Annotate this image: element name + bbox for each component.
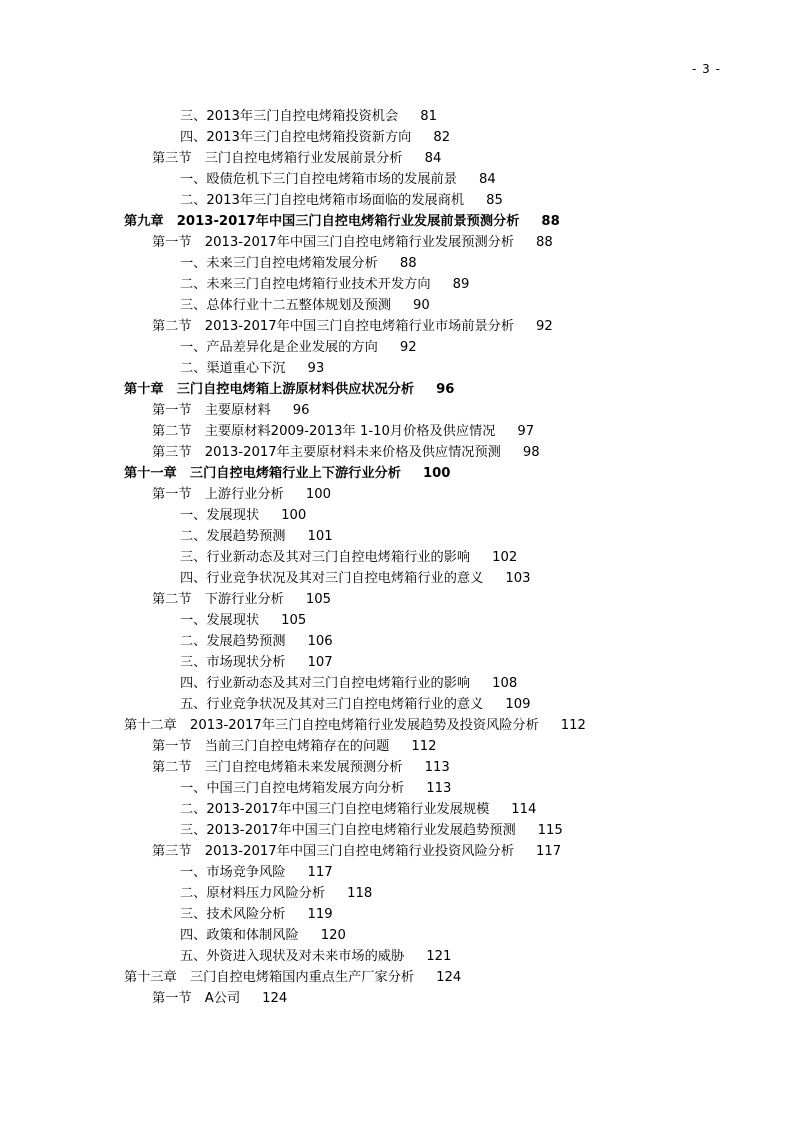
toc-title: 第三节 2013-2017年主要原材料未来价格及供应情况预测 (152, 445, 501, 460)
toc-page-number: 105 (281, 613, 307, 628)
toc-subsection (180, 820, 563, 841)
toc-section (152, 316, 553, 337)
toc-title: 一、发展现状 (180, 508, 260, 523)
toc-page-number: 124 (436, 970, 462, 985)
toc-subsection (180, 274, 469, 295)
toc-chapter (124, 967, 461, 988)
toc-page-number: 108 (492, 676, 518, 691)
toc-title: 四、行业新动态及其对三门自控电烤箱行业的影响 (180, 676, 471, 691)
toc-page-number: 124 (262, 991, 288, 1006)
toc-page-number: 115 (537, 823, 563, 838)
toc-page-number: 107 (307, 655, 333, 670)
toc-title: 一、殴债危机下三门自控电烤箱市场的发展前景 (180, 172, 457, 187)
toc-page-number: 90 (413, 298, 430, 313)
toc-subsection (180, 337, 417, 358)
toc-title: 四、2013年三门自控电烤箱投资新方向 (180, 130, 412, 145)
toc-title: 一、市场竞争风险 (180, 865, 286, 880)
toc-subsection (180, 169, 496, 190)
toc-title: 四、政策和体制风险 (180, 928, 299, 943)
toc-title: 第一节 上游行业分析 (152, 487, 284, 502)
toc-subsection (180, 568, 530, 589)
toc-page-number: 106 (307, 634, 333, 649)
toc-page-number: 114 (511, 802, 537, 817)
toc-subsection (180, 925, 346, 946)
toc-page-number: 92 (536, 319, 553, 334)
toc-page-number: 84 (424, 151, 442, 166)
toc-section (152, 232, 553, 253)
toc-title: 二、原材料压力风险分析 (180, 886, 326, 901)
toc-title: 二、2013-2017年中国三门自控电烤箱行业发展规模 (180, 802, 490, 817)
toc-section (152, 736, 437, 757)
toc-subsection (180, 883, 372, 904)
toc-subsection (180, 253, 417, 274)
toc-subsection (180, 631, 333, 652)
toc-page-number: 105 (305, 592, 332, 607)
toc-page-number: 88 (399, 256, 417, 271)
toc-page-number: 82 (433, 130, 451, 145)
toc-page-number: 102 (492, 550, 518, 565)
toc-subsection (180, 547, 517, 568)
toc-title: 四、行业竞争状况及其对三门自控电烤箱行业的意义 (180, 571, 484, 586)
toc-section (152, 589, 331, 610)
toc-title: 二、2013年三门自控电烤箱市场面临的发展商机 (180, 193, 465, 208)
toc-section (152, 757, 450, 778)
toc-page-number: 118 (347, 886, 373, 901)
toc-subsection (180, 127, 450, 148)
toc-title: 三、技术风险分析 (180, 907, 286, 922)
toc-title: 二、发展趋势预测 (180, 634, 286, 649)
toc-title: 第十三章 三门自控电烤箱国内重点生产厂家分析 (124, 970, 415, 985)
toc-page-number: 96 (292, 403, 310, 418)
toc-section (152, 148, 441, 169)
toc-chapter (124, 379, 454, 400)
toc-section (152, 988, 287, 1009)
toc-page-number: 100 (281, 508, 307, 523)
toc-title: 三、2013-2017年中国三门自控电烤箱行业发展趋势预测 (180, 823, 516, 838)
toc-title: 第二节 2013-2017年中国三门自控电烤箱行业市场前景分析 (152, 319, 515, 334)
toc-page-number: 85 (486, 193, 503, 208)
toc-page-number: 98 (522, 445, 540, 460)
toc-page-number: 103 (505, 571, 531, 586)
toc-subsection (180, 106, 437, 127)
toc-page-number: 92 (399, 340, 417, 355)
toc-subsection (180, 358, 324, 379)
toc-subsection (180, 526, 333, 547)
toc-title: 第二节 三门自控电烤箱未来发展预测分析 (152, 760, 403, 775)
toc-subsection (180, 190, 503, 211)
toc-title: 三、市场现状分析 (180, 655, 286, 670)
toc-page-number: 88 (541, 214, 560, 229)
toc-page-number: 117 (307, 865, 333, 880)
toc-title: 三、2013年三门自控电烤箱投资机会 (180, 109, 399, 124)
toc-section (152, 421, 534, 442)
toc-page-number: 100 (305, 487, 332, 502)
toc-subsection (180, 778, 451, 799)
toc-page-number: 112 (560, 718, 586, 733)
toc-subsection (180, 799, 536, 820)
toc-subsection (180, 862, 333, 883)
toc-page-number: 117 (536, 844, 562, 859)
toc-title: 第十一章 三门自控电烤箱行业上下游行业分析 (124, 466, 401, 481)
toc-page-number: 89 (452, 277, 470, 292)
toc-title: 第十二章 2013-2017年三门自控电烤箱行业发展趋势及投资风险分析 (124, 718, 539, 733)
toc-subsection (180, 946, 451, 967)
toc-page-number: 84 (478, 172, 496, 187)
toc-page-number: 113 (424, 760, 450, 775)
toc-title: 第十章 三门自控电烤箱上游原材料供应状况分析 (124, 382, 415, 397)
toc-title: 一、中国三门自控电烤箱发展方向分析 (180, 781, 405, 796)
toc-section (152, 841, 561, 862)
toc-page-number: 113 (426, 781, 452, 796)
toc-subsection (180, 295, 430, 316)
toc-section (152, 442, 540, 463)
toc-title: 一、产品差异化是企业发展的方向 (180, 340, 378, 355)
toc-page-number: 112 (411, 739, 437, 754)
toc-title: 二、未来三门自控电烤箱行业技术开发方向 (180, 277, 431, 292)
page-number: - 3 - (692, 62, 721, 76)
toc-section (152, 400, 309, 421)
toc-page-number: 93 (307, 361, 325, 376)
toc-title: 第一节 当前三门自控电烤箱存在的问题 (152, 739, 390, 754)
toc-page-number: 109 (505, 697, 531, 712)
toc-page-number: 121 (426, 949, 452, 964)
toc-title: 第九章 2013-2017年中国三门自控电烤箱行业发展前景预测分析 (124, 214, 520, 229)
toc-title: 第一节 2013-2017年中国三门自控电烤箱行业发展预测分析 (152, 235, 515, 250)
toc-page-number: 81 (420, 109, 437, 124)
toc-title: 二、渠道重心下沉 (180, 361, 286, 376)
toc-title: 第三节 三门自控电烤箱行业发展前景分析 (152, 151, 403, 166)
toc-page-number: 96 (436, 382, 455, 397)
toc-subsection (180, 505, 306, 526)
toc-title: 第三节 2013-2017年中国三门自控电烤箱行业投资风险分析 (152, 844, 515, 859)
toc-title: 第一节 主要原材料 (152, 403, 271, 418)
toc-page-number: 100 (422, 466, 451, 481)
toc-title: 一、未来三门自控电烤箱发展分析 (180, 256, 378, 271)
toc-subsection (180, 610, 306, 631)
toc-subsection (180, 694, 530, 715)
toc-subsection (180, 673, 517, 694)
toc-title: 第二节 下游行业分析 (152, 592, 284, 607)
toc-section (152, 484, 331, 505)
toc-title: 三、总体行业十二五整体规划及预测 (180, 298, 391, 313)
toc-title: 第一节 A公司 (152, 991, 241, 1006)
toc-chapter (124, 715, 586, 736)
toc-subsection (180, 904, 333, 925)
toc-title: 五、行业竞争状况及其对三门自控电烤箱行业的意义 (180, 697, 484, 712)
toc-page-number: 101 (307, 529, 333, 544)
toc-page-number: 97 (517, 424, 535, 439)
toc-page-number: 119 (307, 907, 333, 922)
toc-title: 二、发展趋势预测 (180, 529, 286, 544)
toc-chapter (124, 211, 560, 232)
toc-page-number: 120 (320, 928, 346, 943)
toc-chapter (124, 463, 450, 484)
toc-title: 五、外资进入现状及对未来市场的威胁 (180, 949, 405, 964)
toc-title: 第二节 主要原材料2009-2013年 1-10月价格及供应情况 (152, 424, 496, 439)
toc-page-number: 88 (536, 235, 553, 250)
toc-title: 一、发展现状 (180, 613, 260, 628)
toc-title: 三、行业新动态及其对三门自控电烤箱行业的影响 (180, 550, 471, 565)
toc-subsection (180, 652, 333, 673)
